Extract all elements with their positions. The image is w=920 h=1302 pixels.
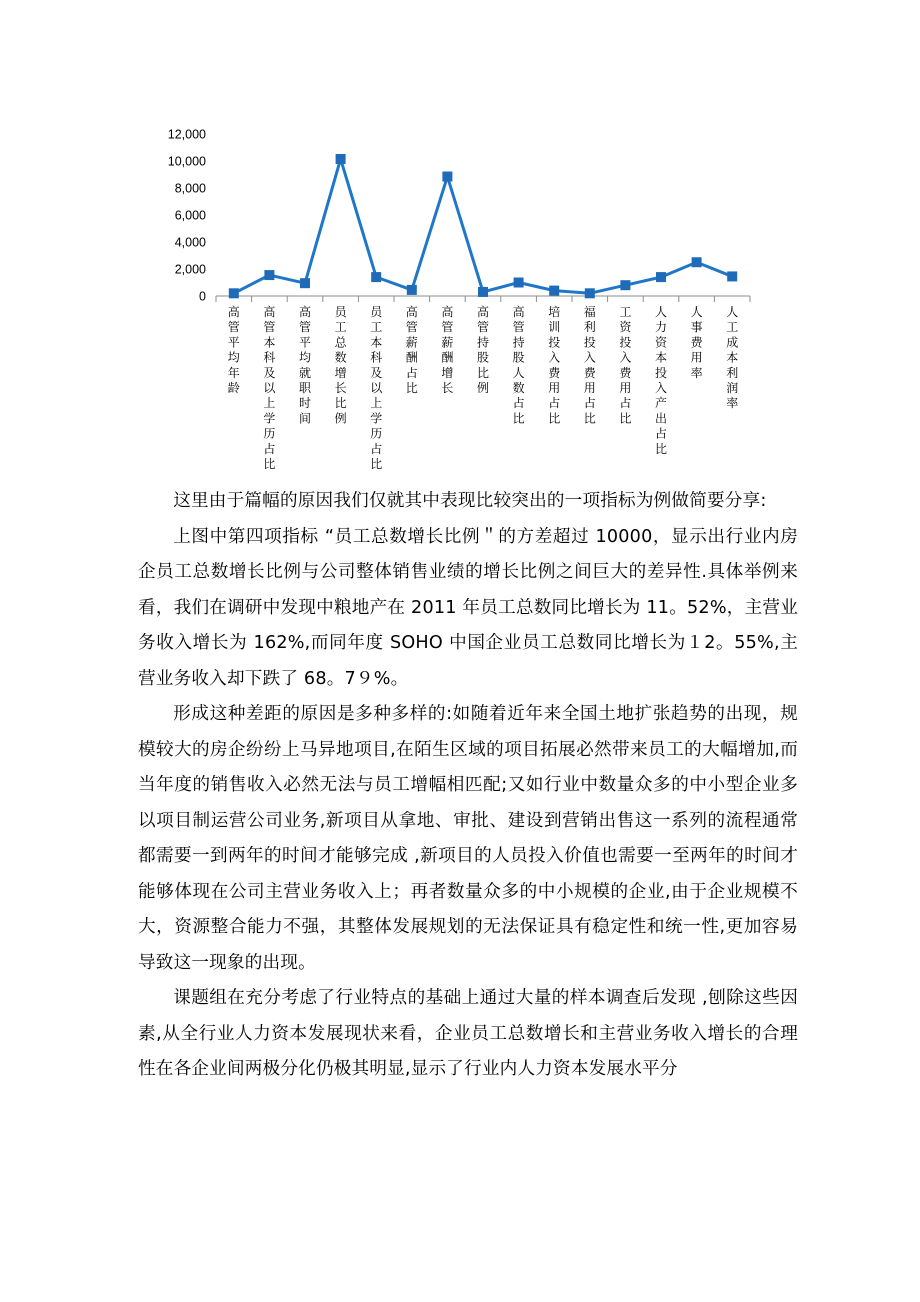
data-point-marker [300, 278, 310, 288]
x-category-label: 员工总数增长比例 [334, 305, 347, 426]
y-tick-label: 12,000 [167, 127, 206, 142]
y-tick-label: 0 [199, 289, 206, 304]
paragraph-4: 课题组在充分考虑了行业特点的基础上通过大量的样本调查后发现 ,刨除这些因素,从全行业人力资本发展现状来看，企业员工总数增长和主营业务收入增长的合理性在各企业间两极分化仍极其明显,显示了行业内人力资本发展水平分 [138, 988, 798, 1079]
x-category-label: 人事费用率 [690, 305, 703, 380]
x-category-label: 人力资本投入产出占比 [654, 305, 668, 456]
y-tick-label: 8,000 [174, 181, 206, 196]
data-point-marker [407, 285, 417, 295]
paragraph-2: 上图中第四项指标 “员工总数增长比例＂的方差超过 10000，显示出行业内房企员工总数增长比例与公司整体销售业绩的增长比例之间巨大的差异性.具体举例来看，我们在调研中发现中粮地产在 2011 年员工总数同比增长为 11。52%，主营业务收入增长为 162%,而同年度 SOHO 中国企业员工总数同比增长为１2。55%,主营业务收入却下跌了 68。7９%。 [138, 526, 798, 689]
y-tick-label: 4,000 [174, 235, 206, 250]
paragraph-1: 这里由于篇幅的原因我们仅就其中表现比较突出的一项指标为例做简要分享: [173, 491, 767, 511]
data-point-marker [264, 270, 274, 280]
x-category-label: 高管持股人数占比 [512, 305, 525, 426]
data-point-marker [620, 280, 630, 290]
data-point-marker [585, 288, 595, 298]
body-text [138, 484, 798, 1088]
x-category-label: 福利投入费用占比 [583, 305, 596, 426]
data-point-marker [656, 272, 666, 282]
paragraph-3: 形成这种差距的原因是多种多样的:如随着近年来全国土地扩张趋势的出现，规模较大的房企纷纷上马异地项目,在陌生区域的项目拓展必然带来员工的大幅增加,而当年度的销售收入必然无法与员工增幅相匹配;又如行业中数量众多的中小型企业多以项目制运营公司业务,新项目从拿地、审批、建设到营销出售这一系列的流程通常都需要一到两年的时间才能够完成 ,新项目的人员投入价值也需要一至两年的时间才能够体现在公司主营业务收入上；再者数量众多的中小规模的企业,由于企业规模不大，资源整合能力不强，其整体发展规划的无法保证具有稳定性和统一性,更加容易导致这一现象的出现。 [138, 704, 798, 973]
data-point-marker [514, 278, 524, 288]
series-markers [229, 154, 737, 298]
data-point-marker [692, 257, 702, 267]
data-point-marker [478, 287, 488, 297]
x-category-label: 人工成本利润率 [726, 305, 739, 411]
data-point-marker [442, 172, 452, 182]
y-tick-label: 2,000 [174, 262, 206, 277]
x-category-label: 高管持股比例 [476, 305, 490, 395]
x-axis-category-labels [228, 304, 738, 470]
x-category-label: 高管薪酬增长 [441, 305, 454, 395]
data-point-marker [371, 272, 381, 282]
x-category-label: 高管薪酬占比 [405, 305, 418, 395]
x-category-label: 员工本科及以上学历占比 [370, 305, 383, 470]
x-category-label: 培训投入费用占比 [548, 305, 561, 426]
line-chart [0, 0, 920, 470]
x-category-label: 高管平均年龄 [227, 305, 240, 395]
y-axis-ticks [168, 128, 206, 304]
data-point-marker [229, 288, 239, 298]
data-point-marker [727, 271, 737, 281]
x-category-label: 工资投入费用占比 [619, 305, 632, 426]
x-category-label: 高管平均就职时间 [298, 305, 312, 426]
data-point-marker [549, 286, 559, 296]
data-point-marker [336, 154, 346, 164]
y-tick-label: 6,000 [174, 208, 206, 223]
y-tick-label: 10,000 [167, 154, 206, 169]
x-category-label: 高管本科及以上学历占比 [263, 305, 276, 470]
